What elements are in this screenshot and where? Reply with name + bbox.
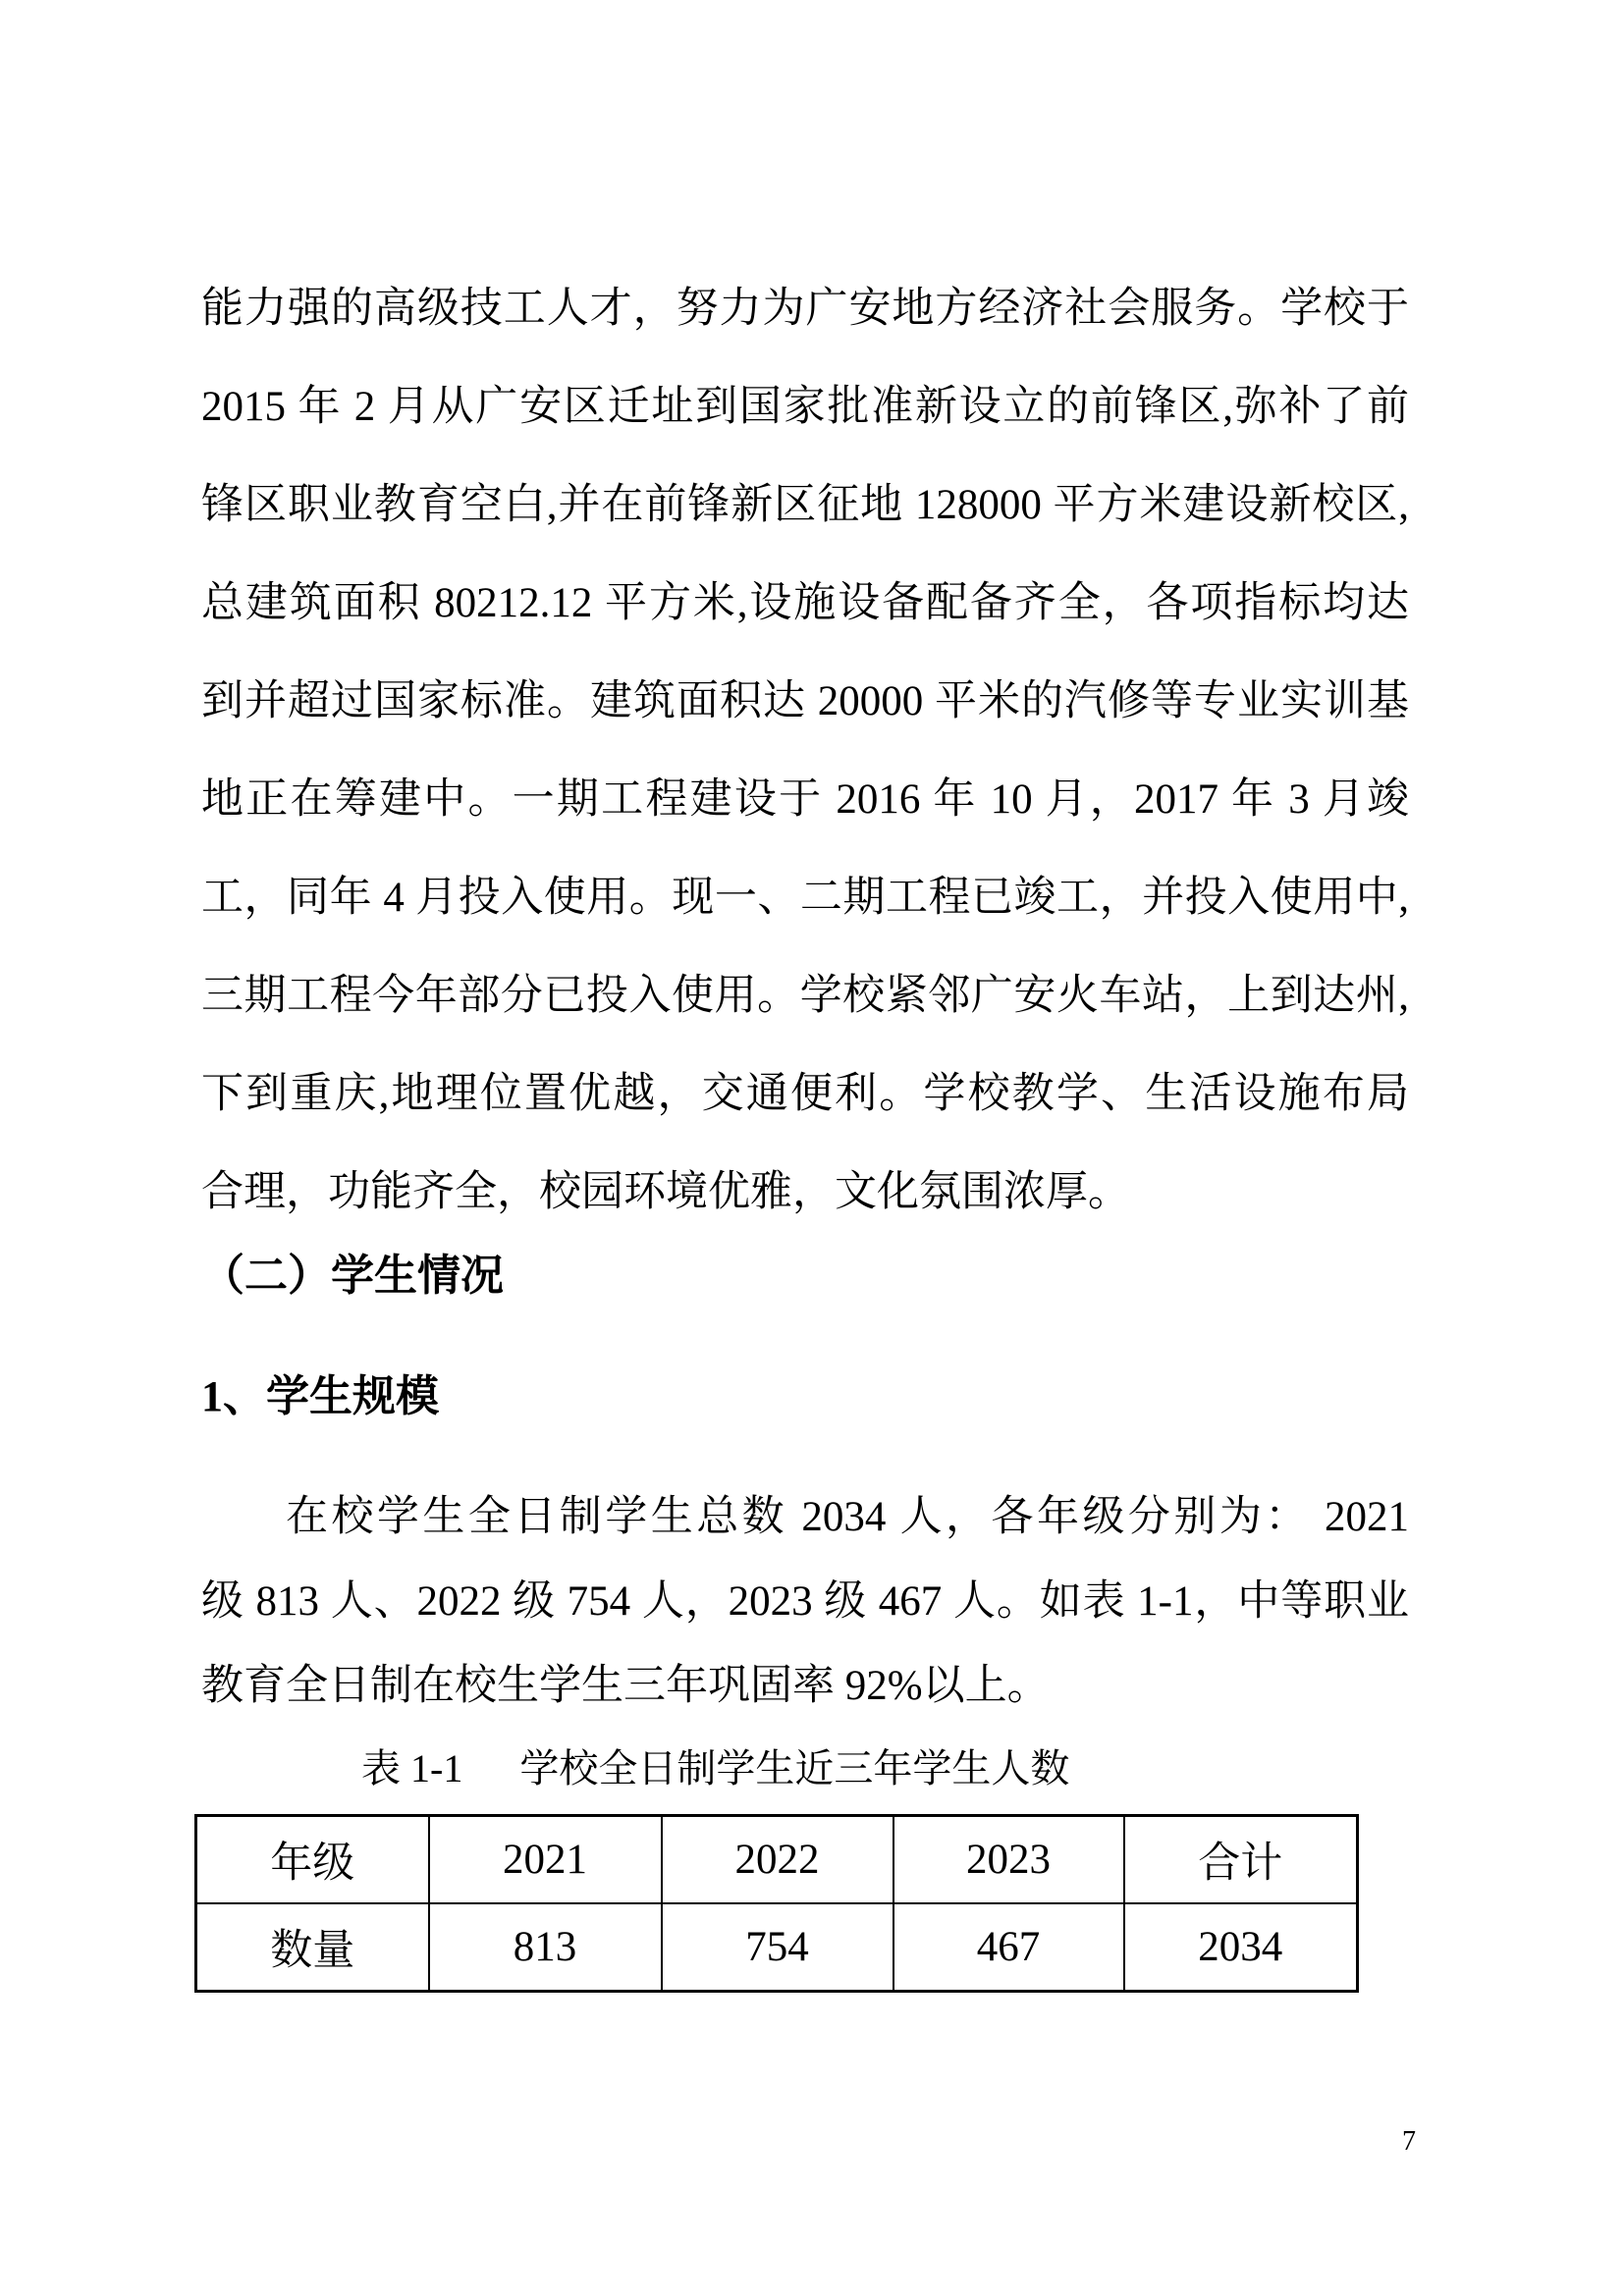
table-cell-2023-count: 467: [893, 1903, 1124, 1992]
body-line: 三期工程今年部分已投入使用。学校紧邻广安火车站，上到达州,: [201, 973, 1409, 1019]
table-caption: [361, 1727, 1069, 1811]
table-header-cell-total: 合计: [1124, 1816, 1358, 1904]
section-heading-students: （二）学生情况: [201, 1252, 504, 1300]
body-line: 工，同年 4 月投入使用。现一、二期工程已竣工，并投入使用中,: [201, 875, 1409, 921]
body-line: 下到重庆,地理位置优越，交通便利。学校教学、生活设施布局: [201, 1071, 1409, 1117]
table-header-row: [196, 1816, 1358, 1904]
table-row: [196, 1903, 1358, 1992]
body-line: 到并超过国家标准。建筑面积达 20000 平米的汽修等专业实训基: [201, 678, 1409, 724]
paragraph-school-overview: [201, 260, 1409, 1242]
table-caption-title: 学校全日制学生近三年学生人数: [519, 1746, 1070, 1790]
body-line: 能力强的高级技工人才，努力为广安地方经济社会服务。学校于: [201, 286, 1409, 332]
body-line: 地正在筹建中。一期工程建设于 2016 年 10 月，2017 年 3 月竣: [201, 776, 1409, 823]
table-cell-2021-count: 813: [429, 1903, 662, 1992]
table-header-cell-2022: 2022: [662, 1816, 893, 1904]
table-header-cell-grade: 年级: [196, 1816, 429, 1904]
body-line: 在校学生全日制学生总数 2034 人，各年级分别为： 2021: [286, 1494, 1409, 1540]
body-line: 2015 年 2 月从广安区迁址到国家批准新设立的前锋区,弥补了前: [201, 384, 1409, 430]
table-cell-2022-count: 754: [662, 1903, 893, 1992]
page-number: 7: [1402, 2126, 1416, 2157]
subsection-heading-student-scale: 1、学生规模: [201, 1372, 439, 1420]
body-line: 级 813 人、2022 级 754 人，2023 级 467 人。如表 1-1，中等职业: [201, 1578, 1409, 1625]
body-line: 合理，功能齐全，校园环境优雅，文化氛围浓厚。: [201, 1169, 1130, 1215]
body-line: 锋区职业教育空白,并在前锋新区征地 128000 平方米建设新校区,: [201, 482, 1409, 528]
paragraph-student-numbers: [201, 1475, 1409, 1729]
table-header-cell-2023: 2023: [893, 1816, 1124, 1904]
body-line: 教育全日制在校生学生三年巩固率 92%以上。: [201, 1663, 1050, 1709]
table-header-cell-2021: 2021: [429, 1816, 662, 1904]
students-enrollment-table: [194, 1814, 1359, 1993]
table-cell-total-count: 2034: [1124, 1903, 1358, 1992]
body-line: 总建筑面积 80212.12 平方米,设施设备配备齐全，各项指标均达: [201, 580, 1409, 626]
table-caption-label: 表 1-1: [361, 1746, 463, 1790]
table-cell-quantity-label: 数量: [196, 1903, 429, 1992]
